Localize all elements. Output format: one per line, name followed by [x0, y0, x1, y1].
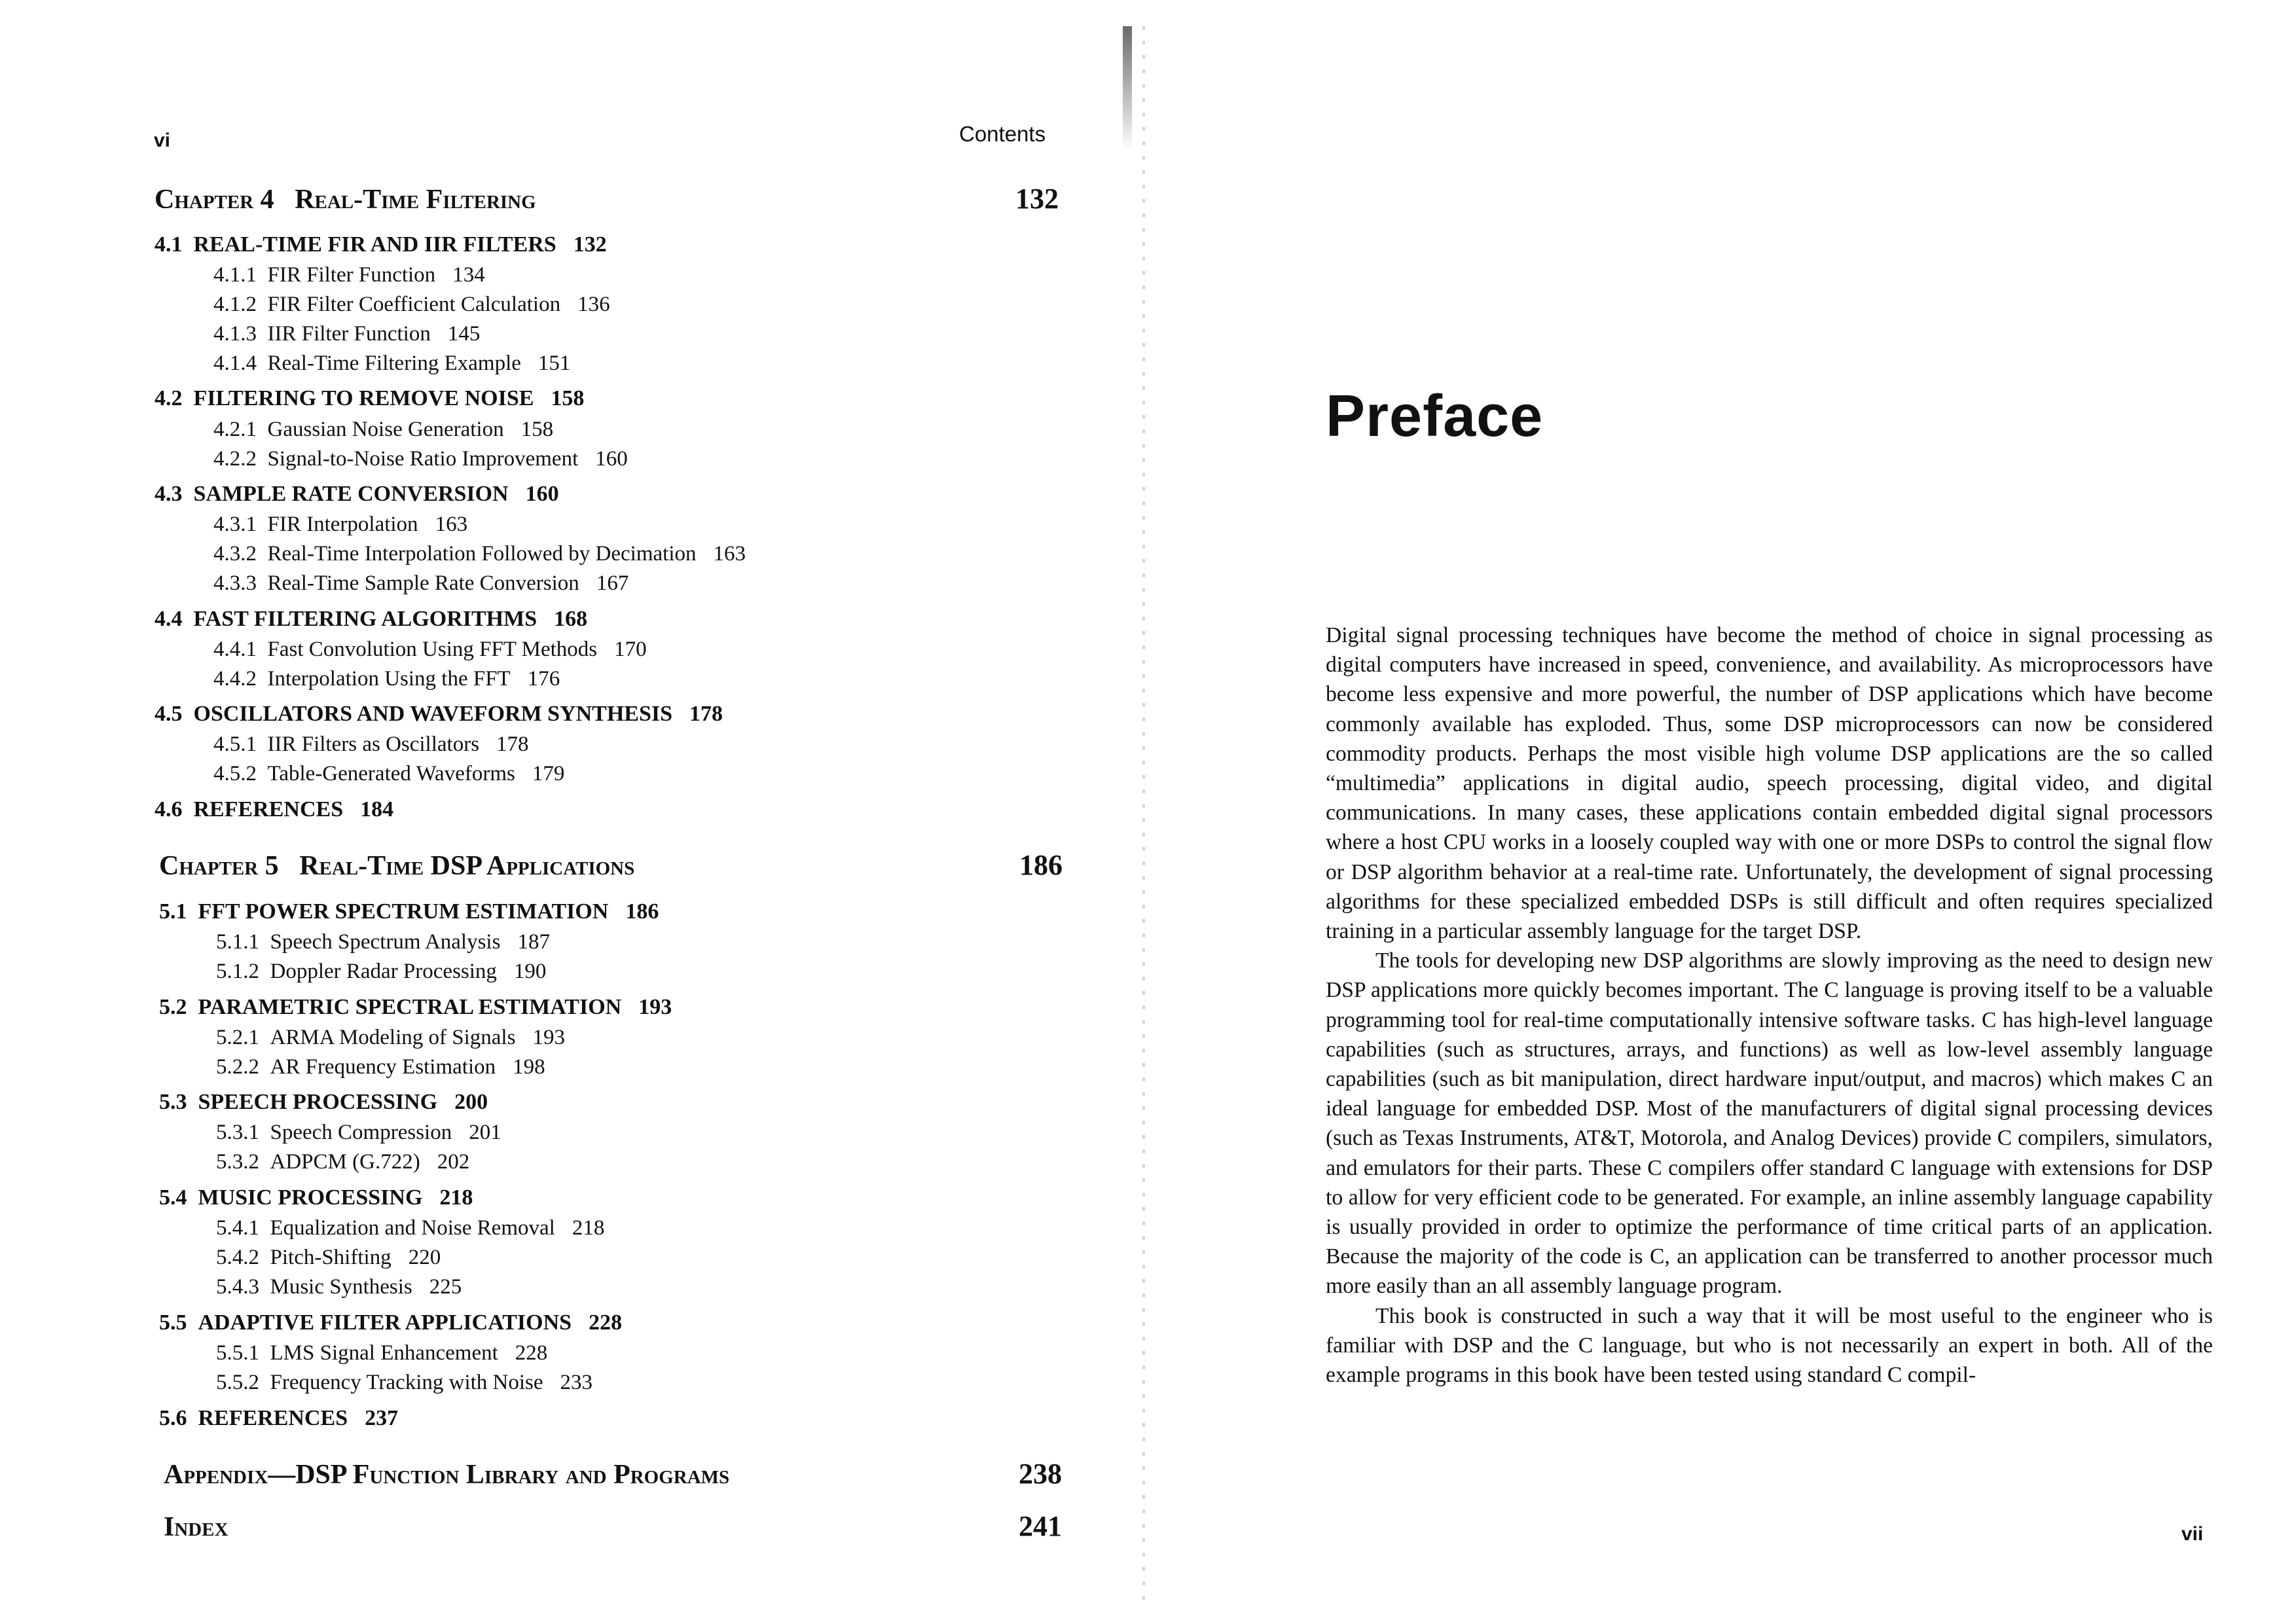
toc-subsection[interactable]: 4.1.1 FIR Filter Function 134 [213, 263, 485, 287]
toc-section[interactable]: 4.6 REFERENCES 184 [155, 797, 394, 821]
toc-section[interactable]: 5.3 SPEECH PROCESSING 200 [159, 1090, 488, 1114]
toc-subsection[interactable]: 5.5.1 LMS Signal Enhancement 228 [216, 1341, 548, 1365]
toc-section[interactable]: 5.1 FFT POWER SPECTRUM ESTIMATION 186 [159, 899, 659, 924]
index-page: 241 [1019, 1510, 1062, 1542]
toc-section[interactable]: 4.1 REAL-TIME FIR AND IIR FILTERS 132 [155, 232, 607, 257]
paragraph: The tools for developing new DSP algorithms are slowly improving as the need to design new DSP applications more quickly becomes important. The C language is proving itself to be a valuable programming tool for real-time computationally intensive software tasks. C has high-level language capabilities (such as structures, arrays, and functions) as well as low-level assembly language capabilities (such as bit manipulation, direct hardware input/output, and macros) which makes C an ideal language for embedded DSP. Most of the manufacturers of digital signal processing devices (such as Texas Instruments, AT&T, Motorola, and Analog Devices) provide C compilers, simulators, and emulators for their parts. These C compilers offer standard C language with extensions for DSP to allow for very efficient code to be generated. For example, an inline assembly language capability is usually provided in order to optimize the performance of time critical parts of an application. Because the majority of the code is C, an application can be transferred to another processor much more easily than an all assembly language program. [1326, 948, 2213, 1299]
toc-subsection[interactable]: 5.5.2 Frequency Tracking with Noise 233 [216, 1371, 593, 1394]
chapter-title: Chapter 5 Real-Time DSP Applications [159, 851, 635, 881]
toc-subsection[interactable]: 4.4.1 Fast Convolution Using FFT Methods 170 [213, 638, 647, 661]
toc-subsection[interactable]: 5.1.1 Speech Spectrum Analysis 187 [216, 930, 550, 954]
toc-section[interactable]: 5.5 ADAPTIVE FILTER APPLICATIONS 228 [159, 1310, 623, 1335]
chapter-page: 186 [1019, 849, 1063, 881]
toc-index[interactable] [164, 1509, 1062, 1543]
toc-subsection[interactable]: 4.1.3 IIR Filter Function 145 [213, 322, 481, 346]
toc-subsection[interactable]: 4.3.1 FIR Interpolation 163 [213, 513, 468, 536]
page-number-left: vi [154, 130, 171, 151]
toc-subsection[interactable]: 5.4.2 Pitch-Shifting 220 [216, 1246, 441, 1269]
toc-subsection[interactable]: 4.3.3 Real-Time Sample Rate Conversion 167 [213, 571, 629, 595]
appendix-title: Appendix—DSP Function Library and Programs [164, 1460, 730, 1490]
toc-section[interactable]: 4.3 SAMPLE RATE CONVERSION 160 [155, 482, 559, 506]
paragraph: This book is constructed in such a way that it will be most useful to the engineer who is familiar with DSP and the C language, but who is not necessarily an expert in both. All of the example programs in this book have been tested using standard C compil- [1326, 1303, 2213, 1388]
toc-section[interactable]: 4.2 FILTERING TO REMOVE NOISE 158 [155, 386, 585, 410]
page-number-right: vii [2181, 1523, 2204, 1545]
toc-section[interactable]: 5.6 REFERENCES 237 [159, 1406, 399, 1430]
preface-title: Preface [1326, 384, 1544, 449]
left-page [0, 0, 1126, 1624]
toc-subsection[interactable]: 4.1.4 Real-Time Filtering Example 151 [213, 352, 571, 375]
index-title: Index [164, 1512, 228, 1542]
toc-subsection[interactable]: 4.2.2 Signal-to-Noise Ratio Improvement 160 [213, 447, 628, 471]
running-head: Contents [959, 122, 1046, 146]
toc-subsection[interactable]: 4.4.2 Interpolation Using the FFT 176 [213, 667, 560, 691]
paragraph: Digital signal processing techniques have become the method of choice in signal processing as digital computers have increased in speed, convenience, and availability. As microprocessors have become less expensive and more powerful, the number of DSP applications which have become commonly available has exploded. Thus, some DSP microprocessors can now be considered commodity products. Perhaps the most visible high volume DSP applications are the so called “multimedia” applications in digital audio, speech processing, digital video, and digital communications. In many cases, these applications contain embedded digital signal processors where a host CPU works in a loosely coupled way with one or more DSPs to control the signal flow or DSP algorithm behavior at a real-time rate. Unfortunately, the development of signal processing algorithms for these specialized embedded DSPs is still difficult and often requires specialized training in a particular assembly language for the target DSP. [1326, 623, 2213, 944]
toc-subsection[interactable]: 5.1.2 Doppler Radar Processing 190 [216, 960, 547, 983]
toc-chapter-4[interactable] [155, 182, 1059, 215]
preface-body [1326, 621, 2213, 1390]
toc-subsection[interactable]: 5.2.1 ARMA Modeling of Signals 193 [216, 1026, 565, 1049]
chapter-page: 132 [1015, 183, 1059, 215]
toc-subsection[interactable]: 4.1.2 FIR Filter Coefficient Calculation 136 [213, 293, 610, 316]
toc-subsection[interactable]: 5.3.1 Speech Compression 201 [216, 1121, 501, 1144]
toc-subsection[interactable]: 4.3.2 Real-Time Interpolation Followed by Decimation 163 [213, 542, 746, 566]
right-page [1152, 0, 2294, 1624]
toc-section[interactable]: 4.4 FAST FILTERING ALGORITHMS 168 [155, 607, 588, 631]
toc-chapter-5[interactable] [159, 848, 1063, 882]
toc-section[interactable]: 4.5 OSCILLATORS AND WAVEFORM SYNTHESIS 178 [155, 702, 723, 726]
toc-section[interactable]: 5.2 PARAMETRIC SPECTRAL ESTIMATION 193 [159, 995, 672, 1019]
toc-subsection[interactable]: 4.2.1 Gaussian Noise Generation 158 [213, 418, 554, 441]
toc-section[interactable]: 5.4 MUSIC PROCESSING 218 [159, 1185, 473, 1210]
binding-shadow [1123, 26, 1132, 151]
toc-subsection[interactable]: 5.3.2 ADPCM (G.722) 202 [216, 1150, 470, 1174]
toc-subsection[interactable]: 4.5.2 Table-Generated Waveforms 179 [213, 762, 565, 785]
page-gutter [1142, 26, 1145, 1610]
toc-subsection[interactable]: 5.4.3 Music Synthesis 225 [216, 1275, 462, 1299]
chapter-title: Chapter 4 Real-Time Filtering [155, 185, 536, 215]
toc-subsection[interactable]: 5.4.1 Equalization and Noise Removal 218 [216, 1216, 605, 1240]
appendix-page: 238 [1019, 1458, 1062, 1490]
toc-subsection[interactable]: 5.2.2 AR Frequency Estimation 198 [216, 1055, 545, 1079]
toc-appendix[interactable] [164, 1457, 1062, 1490]
toc-subsection[interactable]: 4.5.1 IIR Filters as Oscillators 178 [213, 732, 529, 756]
